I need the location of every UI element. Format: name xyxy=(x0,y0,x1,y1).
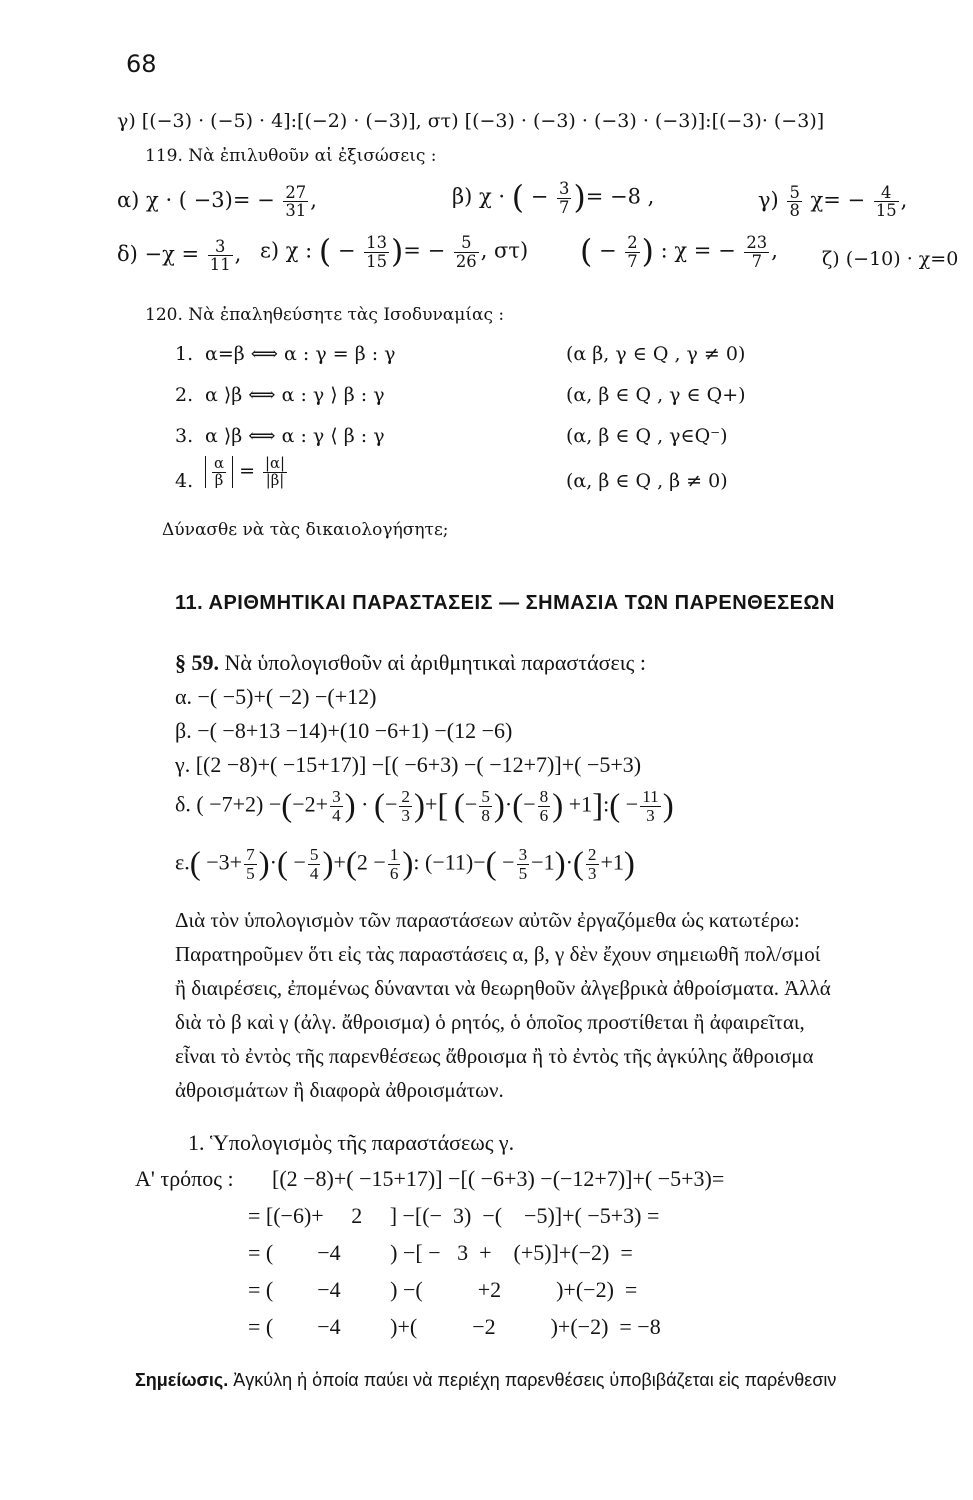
fraction xyxy=(586,846,599,883)
numerator: α xyxy=(214,455,225,472)
justify-question: Δύνασθε νὰ τὰς δικαιολογήσητε; xyxy=(162,520,449,540)
denominator: 7 xyxy=(627,251,638,271)
numerator: 5 xyxy=(481,787,490,806)
denominator: 4 xyxy=(309,864,319,883)
fraction xyxy=(364,234,389,269)
calc-step-2: = [(−6)+ 2 ] −[(− 3) −( −5)]+( −5+3) = xyxy=(248,1203,660,1228)
equiv-row-4-num: 4. xyxy=(175,470,194,492)
eq-text: , xyxy=(234,242,242,267)
paragraph-line-2: Παρατηροῦμεν ὅτι εἰς τὰς παραστάσεις α, β, γ δὲν ἔχουν σημειωθῆ πολ/σμοί xyxy=(175,942,821,966)
fraction xyxy=(212,456,226,488)
expression-a: α. −( −5)+( −2) −(+12) xyxy=(175,684,377,709)
exercise-119-title: 119. Νὰ ἐπιλυθοῦν αἱ ἐξισώσεις : xyxy=(145,146,437,166)
abs-fraction xyxy=(205,456,233,488)
eq-text: , xyxy=(771,238,778,263)
section-label: § 59. xyxy=(175,650,219,675)
equiv-row-2-cond: (α, β ∈ Q , γ ∈ Q+) xyxy=(566,384,746,406)
paragraph-59-intro xyxy=(175,650,646,676)
eq-text: , xyxy=(900,188,908,213)
section-heading: 11. ΑΡΙΘΜΗΤΙΚΑΙ ΠΑΡΑΣΤΑΣΕΙΣ — ΣΗΜΑΣΙΑ ΤΩΝ ΠΑΡΕΝΘΕΣΕΩΝ xyxy=(175,592,835,614)
numerator: 7 xyxy=(246,845,255,864)
numerator: 8 xyxy=(539,787,549,806)
fraction xyxy=(538,788,551,825)
paragraph-line-6: ἀθροισμάτων ἢ διαφορὰ ἀθροισμάτων. xyxy=(175,1078,504,1102)
fraction xyxy=(308,846,321,883)
denominator: 8 xyxy=(789,201,800,221)
fraction xyxy=(625,234,639,269)
numerator: 4 xyxy=(874,184,899,202)
fraction xyxy=(517,846,530,883)
numerator: |α| xyxy=(265,455,286,472)
intro-text: Νὰ ὑπολογισθοῦν αἱ ἀριθμητικαὶ παραστάσεις : xyxy=(224,650,646,675)
page-number: 68 xyxy=(126,50,157,78)
note-text: Ἀγκύλη ἡ ὁποία παύει νὰ περιέχη παρενθέσεις ὑποβιβάζεται εἰς παρένθεσιν xyxy=(233,1370,837,1390)
fraction xyxy=(244,846,257,883)
eq-text: β) χ · xyxy=(452,184,506,209)
fraction xyxy=(874,184,899,219)
fraction xyxy=(208,238,233,273)
numerator: 5 xyxy=(789,183,800,202)
denominator: 11 xyxy=(209,255,231,275)
paragraph-line-5: εἶναι τὸ ἐντὸς τῆς παρενθέσεως ἄθροισμα ἢ τὸ ἐντὸς τῆς ἀγκύλης ἄθροισμα xyxy=(175,1044,814,1068)
note-label: Σημείωσις. xyxy=(135,1370,229,1390)
expression-g: γ. [(2 −8)+( −15+17)] −[( −6+3) −( −12+7)]+( −5+3) xyxy=(175,752,642,777)
eq-119-a xyxy=(117,184,317,219)
fraction xyxy=(388,846,401,883)
denominator: 3 xyxy=(401,806,410,825)
expr-text: +1 xyxy=(568,791,593,817)
denominator: 8 xyxy=(481,806,490,825)
numerator: 1 xyxy=(389,845,399,864)
eq-text: = − xyxy=(403,238,446,263)
denominator: 5 xyxy=(246,864,255,883)
exercise-gamma-row: γ) [(−3) · (−5) · 4]:[(−2) · (−3)], στ) [(−3) · (−3) · (−3) · (−3)]:[(−3)· (−3)] xyxy=(117,110,825,132)
denominator: 15 xyxy=(875,201,897,221)
equiv-row-4-cond: (α, β ∈ Q , β ≠ 0) xyxy=(566,470,728,492)
eq-text: , xyxy=(310,188,317,213)
note xyxy=(135,1370,836,1391)
expression-d: δ. ( −7+2) −(−2+ $\frac{3}{4}$ ) · (− $\frac{2}{3}$ )+[ (− $\frac{5}{8}$ )·(− $\frac{8}{6}$ ) +1]:( − $\frac{11}{3}$ ) xyxy=(175,787,674,825)
numerator: 3 xyxy=(332,787,341,806)
fraction xyxy=(557,180,571,215)
equiv-row-4 xyxy=(205,456,289,488)
expression-e: ε.( −3+ $\frac{7}{5}$ )·( − $\frac{5}{4}$ )+(2 − $\frac{1}{6}$ ): (−11)−( − $\frac{3}{5}$ −1)·( $\frac{2}{3}$ +1) xyxy=(175,845,635,883)
denominator: 4 xyxy=(332,806,341,825)
eq-text: : χ = − xyxy=(660,238,736,263)
equiv-row-3: α ⟩β ⟺ α : γ ⟨ β : γ xyxy=(205,425,385,447)
expr-text: −1 xyxy=(531,849,555,875)
eq-text: δ) −χ = xyxy=(117,242,200,267)
expr-text: +1 xyxy=(600,849,624,875)
calc-title: 1. Ὑπολογισμὸς τῆς παραστάσεως γ. xyxy=(188,1130,515,1155)
fraction xyxy=(283,184,308,219)
fraction xyxy=(640,788,661,825)
fraction xyxy=(330,788,343,825)
eq-text: α) χ · ( −3)= − xyxy=(117,188,275,213)
fraction xyxy=(479,788,492,825)
denominator: 5 xyxy=(518,864,528,883)
exercise-120-title: 120. Νὰ ἐπαληθεύσητε τὰς Ισοδυναμίας : xyxy=(145,305,505,325)
fraction xyxy=(787,184,801,219)
calc-step-1: [(2 −8)+( −15+17)] −[( −6+3) −(−12+7)]+( −5+3)= xyxy=(272,1166,725,1191)
eq-119-d xyxy=(117,238,241,273)
expr-text: ε. xyxy=(175,849,190,875)
equiv-row-3-num: 3. xyxy=(175,425,194,447)
numerator: 3 xyxy=(559,179,570,199)
numerator: 2 xyxy=(587,845,597,864)
expr-text: · xyxy=(361,791,369,817)
numerator: 5 xyxy=(454,234,479,252)
eq-119-g xyxy=(758,184,907,219)
denominator: 26 xyxy=(455,251,477,271)
equiv-row-1-num: 1. xyxy=(175,343,194,365)
equiv-row-3-cond: (α, β ∈ Q , γ∈Q⁻) xyxy=(566,425,728,447)
expr-text: δ. ( −7+2) − xyxy=(175,791,282,817)
denominator: 7 xyxy=(751,251,762,271)
paragraph-line-1: Διὰ τὸν ὑπολογισμὸν τῶν παραστάσεων αὐτῶν ἐργαζόμεθα ὡς κατωτέρω: xyxy=(175,908,800,932)
denominator: 6 xyxy=(539,806,549,825)
denominator: |β| xyxy=(265,471,285,489)
expr-text: : (−11)− xyxy=(413,849,486,875)
denominator: 3 xyxy=(587,864,597,883)
eq-text: γ) xyxy=(758,188,779,213)
equiv-row-1-cond: (α β, γ ∈ Q , γ ≠ 0) xyxy=(566,343,746,365)
equiv-row-2-num: 2. xyxy=(175,384,194,406)
fraction xyxy=(454,234,479,269)
numerator: 2 xyxy=(401,787,410,806)
eq-119-b: β) χ · ( − $\frac{3}{7}$ )= −8 , xyxy=(452,179,655,217)
eq-text: = −8 , xyxy=(585,184,655,209)
denominator: 3 xyxy=(646,806,655,825)
calc-step-3: = ( −4 ) −[ − 3 + (+5)]+(−2) = xyxy=(248,1240,633,1265)
eq-119-st: ( − $\frac{2}{7}$ ) : χ = − $\frac{23}{7}$ , xyxy=(580,233,778,271)
numerator: 23 xyxy=(746,233,768,253)
fraction xyxy=(263,456,287,488)
expr-text: + xyxy=(424,791,438,817)
expr-text: − xyxy=(384,791,398,817)
numerator: 2 xyxy=(627,233,638,253)
expression-b: β. −( −8+13 −14)+(10 −6+1) −(12 −6) xyxy=(175,718,513,743)
denominator: 31 xyxy=(285,201,307,221)
method-label: Α' τρόπος : xyxy=(135,1166,234,1191)
numerator: 11 xyxy=(642,787,659,806)
paragraph-line-3: ἢ διαιρέσεις, ἐπομένως δύνανται νὰ θεωρηθοῦν ἀλγεβρικὰ ἀθροίσματα. Ἀλλά xyxy=(175,976,831,1000)
expr-text: −2+ xyxy=(292,791,329,817)
numerator: 3 xyxy=(518,845,528,864)
calc-step-5: = ( −4 )+( −2 )+(−2) = −8 xyxy=(248,1314,661,1339)
paragraph-line-4: διὰ τὸ β καὶ γ (ἀλγ. ἄθροισμα) ὁ ρητός, ὁ ὁποῖος προστίθεται ἢ ἀφαιρεῖται, xyxy=(175,1010,805,1034)
denominator: β xyxy=(214,471,224,489)
numerator: 3 xyxy=(208,238,233,256)
eq-text: = xyxy=(239,460,255,483)
numerator: 13 xyxy=(366,233,387,253)
numerator: 27 xyxy=(285,183,307,202)
eq-text: ε) χ : xyxy=(260,238,313,263)
fraction xyxy=(744,234,769,269)
denominator: 6 xyxy=(389,864,399,883)
fraction xyxy=(399,788,412,825)
denominator: 7 xyxy=(559,197,570,217)
eq-text: χ= − xyxy=(810,188,866,213)
calc-step-4: = ( −4 ) −( +2 )+(−2) = xyxy=(248,1277,638,1302)
expr-text: −3+ xyxy=(206,849,243,875)
eq-text: , στ) xyxy=(480,238,529,263)
expr-text: 2 − xyxy=(356,849,386,875)
eq-119-z: ζ) (−10) · χ=0 xyxy=(822,248,959,270)
numerator: 5 xyxy=(309,845,319,864)
equiv-row-2: α ⟩β ⟺ α : γ ⟩ β : γ xyxy=(205,384,385,406)
denominator: 15 xyxy=(366,251,387,271)
expr-text: : xyxy=(603,791,610,817)
equiv-row-1: α=β ⟺ α : γ = β : γ xyxy=(205,343,396,365)
eq-119-e: ε) χ : ( − $\frac{13}{15}$ )= − $\frac{5}{26}$ , στ) xyxy=(260,233,529,271)
